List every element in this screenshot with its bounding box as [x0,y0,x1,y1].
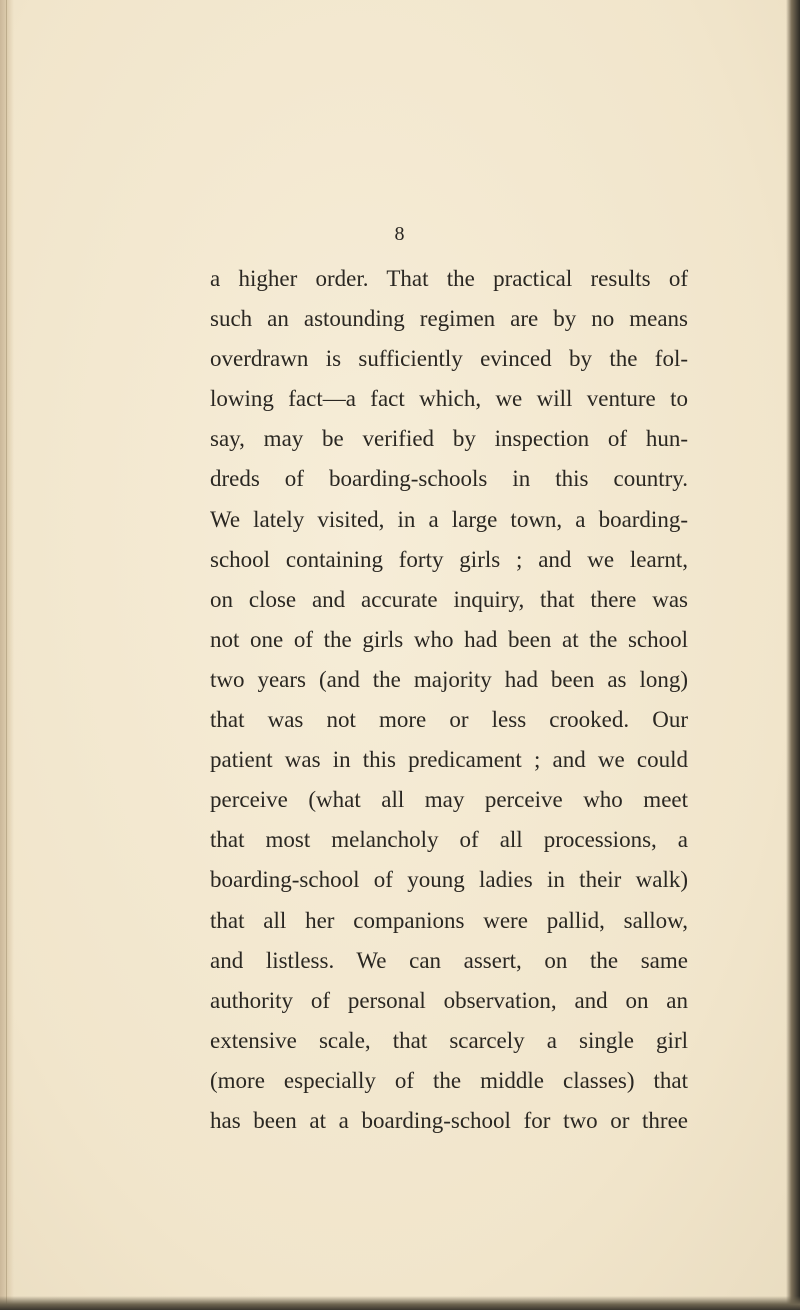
text-line: We lately visited, in a large town, a boarding- [210,506,688,532]
text-line: school containing forty girls ; and we learnt, [210,546,688,572]
text-line: a higher order. That the practical results of [210,266,688,291]
text-line: (more especially of the middle classes) that [210,1067,688,1093]
text-line: and listless. We can assert, on the same [210,947,688,973]
text-line: that was not more or less crooked. Our [210,707,688,733]
page-bottom-shadow [0,1296,800,1310]
page-left-fold-line [6,0,7,1310]
text-line: extensive scale, that scarcely a single girl [210,1027,688,1053]
page-number: 8 [394,223,406,245]
body-text [210,259,688,1141]
text-line: two years (and the majority had been as long) [210,666,688,692]
text-line: that most melancholy of all processions, a [210,827,688,853]
text-line: patient was in this predicament ; and we could [210,747,688,773]
page-left-edge [0,0,14,1310]
text-line: has been at a boarding-school for two or three [210,1107,688,1133]
text-line: that all her companions were pallid, sallow, [210,907,688,933]
text-line: perceive (what all may perceive who meet [210,787,688,813]
text-line: say, may be verified by inspection of hun- [210,426,688,452]
page-right-edge-shadow [786,0,800,1310]
text-line: authority of personal observation, and on an [210,987,688,1013]
text-line: on close and accurate inquiry, that there was [210,586,688,612]
text-line: dreds of boarding-schools in this country. [210,466,688,492]
text-line: overdrawn is sufficiently evinced by the fol- [210,346,688,372]
text-line: boarding-school of young ladies in their walk) [210,867,688,893]
text-line: not one of the girls who had been at the school [210,626,688,652]
text-line: lowing fact—a fact which, we will venture to [210,386,688,412]
text-line: such an astounding regimen are by no means [210,306,688,332]
